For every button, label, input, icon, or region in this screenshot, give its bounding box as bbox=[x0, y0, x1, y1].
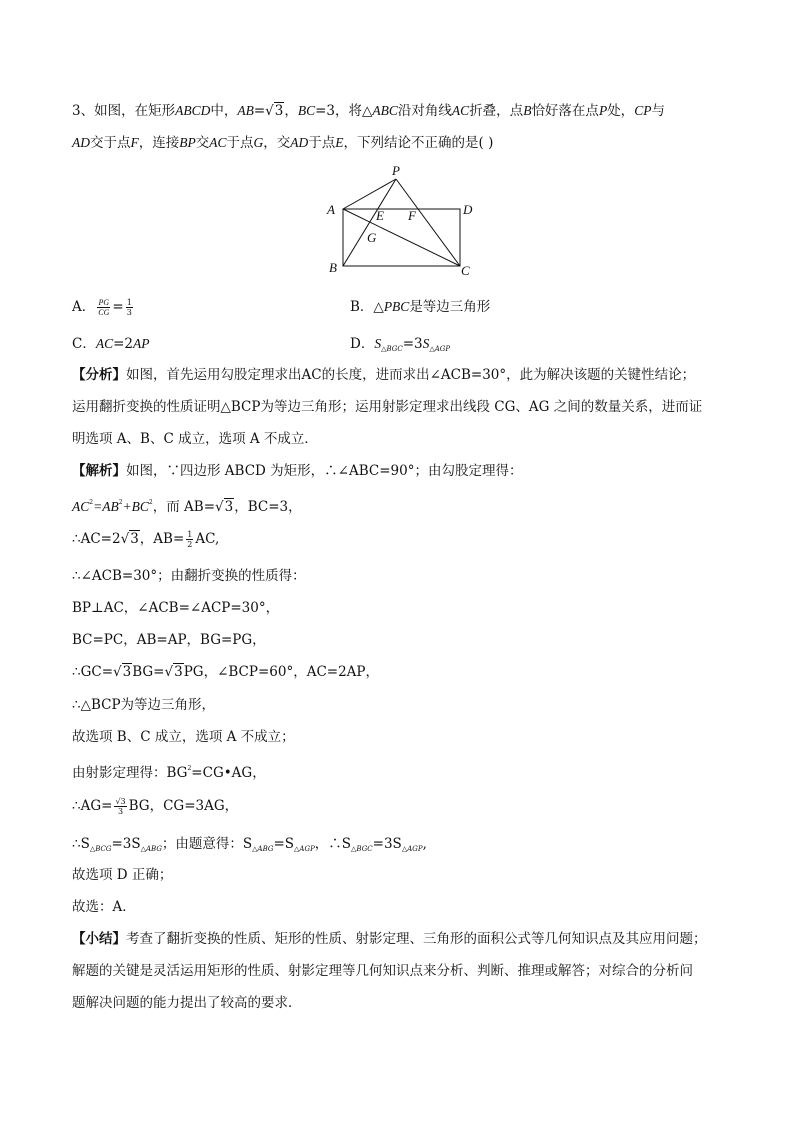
solution-line-6: BC=PC，AB=AP，BG=PG， bbox=[72, 632, 266, 648]
label-d: D bbox=[463, 202, 473, 217]
label-e: E bbox=[376, 208, 384, 223]
figure-svg bbox=[320, 160, 480, 280]
label-p: P bbox=[392, 163, 400, 178]
solution-line-7: ∴GC=√3BG=√3PG，∠BCP=60°，AC=2AP， bbox=[72, 664, 380, 680]
sqrt-symbol: √3 bbox=[265, 103, 284, 119]
question-line-2: AD交于点F，连接BP交AC于点G，交AD于点E，下列结论不正确的是( ) bbox=[72, 135, 494, 151]
question-line-1: 3、如图，在矩形ABCD中，AB=√3，BC=3，将△ABC沿对角线AC折叠，点B恰好落在点P处，CP与 bbox=[72, 103, 665, 119]
solution-line-10: 由射影定理得：$BG^2=CG•AG$， bbox=[72, 765, 266, 781]
analysis-line-2: 运用翻折变换的性质证明△BCP为等边三角形；运用射影定理求出线段 CG、AG 之间的数量关系，进而证 bbox=[72, 399, 703, 415]
solution-line-8: ∴△BCP为等边三角形， bbox=[72, 697, 216, 713]
analysis-tag: 【分析】 bbox=[72, 367, 126, 383]
geometry-figure bbox=[320, 160, 480, 280]
summary-line-1: 【小结】考查了翻折变换的性质、矩形的性质、射影定理、三角形的面积公式等几何知识点及其应用问题； bbox=[72, 931, 707, 947]
label-a: A bbox=[327, 202, 335, 217]
analysis-line-1: 【分析】如图，首先运用勾股定理求出AC的长度，进而求出∠ACB=30°，此为解决该题的关键性结论； bbox=[72, 367, 696, 383]
solution-line-2: $AC^2=AB^2+BC^2$，而 AB=√3，BC=3， bbox=[72, 499, 302, 515]
summary-tag: 【小结】 bbox=[72, 931, 126, 947]
summary-line-3: 题解决问题的能力提出了较高的要求． bbox=[72, 995, 302, 1011]
solution-tag: 【解析】 bbox=[72, 463, 126, 479]
segment-ap bbox=[343, 179, 396, 209]
solution-line-14: 故选：A． bbox=[72, 899, 136, 915]
fraction-pg-cg: $\frac{PG}{CG}$ bbox=[98, 298, 110, 317]
option-d: D．$S_{\triangle BGC}=3S_{\triangle AGP}$ bbox=[350, 336, 451, 353]
label-b: B bbox=[329, 260, 337, 275]
solution-line-1: 【解析】如图，∵四边形 ABCD 为矩形，∴∠ABC=90°；由勾股定理得： bbox=[72, 463, 523, 479]
solution-line-3: ∴AC=2√3，AB= $\frac{1}{2}$ AC, bbox=[72, 530, 220, 549]
solution-line-11: ∴AG= $\frac{√3}{3}$ BG，CG=3AG， bbox=[72, 797, 239, 816]
solution-line-4: ∴∠ACB=30°；由翻折变换的性质得： bbox=[72, 568, 306, 584]
option-c: C．AC=2AP bbox=[72, 336, 150, 352]
question-number: 3 bbox=[72, 103, 81, 119]
label-f: F bbox=[408, 208, 416, 223]
solution-line-13: 故选项 D 正确； bbox=[72, 867, 173, 883]
analysis-line-3: 明选项 A、B、C 成立，选项 A 不成立． bbox=[72, 431, 318, 447]
solution-line-5: BP⊥AC，∠ACB=∠ACP=30°， bbox=[72, 600, 280, 616]
solution-line-12: $\therefore S_{\triangle BCG}=3S_{\triangle ABG}$；由题意得：$S_{\triangle ABG}=S_{\triangle AGP}$，$\therefore S_{\triangle BGC}=3S_{\triangle AGP}$, bbox=[72, 836, 427, 853]
segment-pc bbox=[396, 179, 460, 266]
option-b: B．△PBC是等边三角形 bbox=[350, 299, 491, 315]
label-c: C bbox=[461, 263, 470, 278]
segment-bp bbox=[343, 179, 396, 266]
label-g: G bbox=[367, 230, 377, 245]
summary-line-2: 解题的关键是灵活运用矩形的性质、射影定理等几何知识点来分析、判断、推理或解答；对综合的分析问 bbox=[72, 963, 693, 979]
solution-line-9: 故选项 B、C 成立，选项 A 不成立； bbox=[72, 729, 295, 745]
option-a: A． $\frac{PG}{CG}$ = $\frac{1}{3}$ bbox=[72, 298, 132, 317]
fraction-one-third: $\frac{1}{3}$ bbox=[126, 298, 132, 317]
